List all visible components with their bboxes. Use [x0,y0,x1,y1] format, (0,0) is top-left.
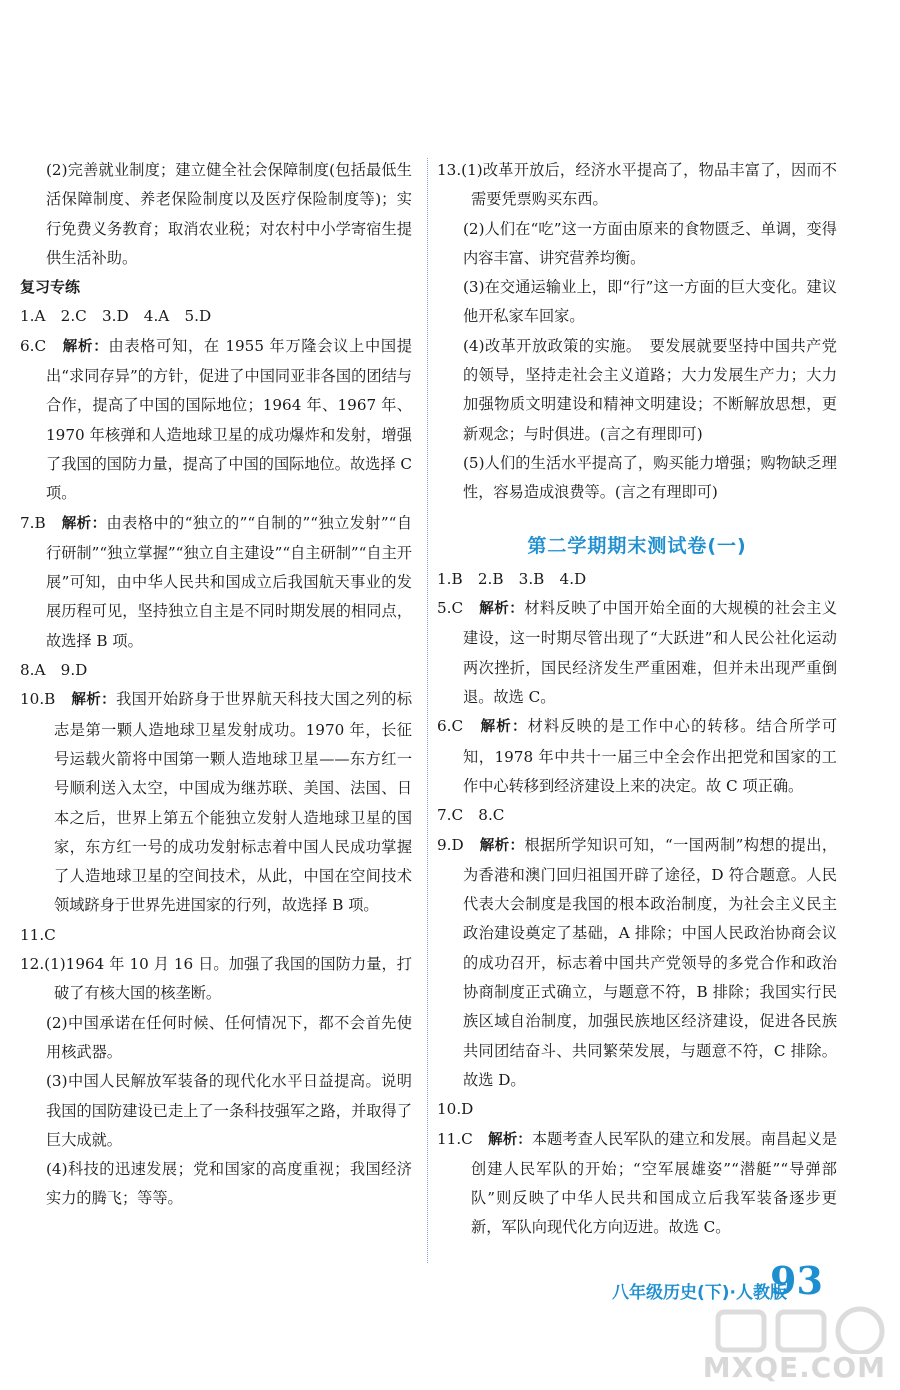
section-title: 复习专练 [20,278,81,297]
answer-row: 8.A 9.D [20,661,88,680]
q12-sub: (2)中国承诺在任何时候、任何情况下，都不会首先使用核武器。 [46,1013,412,1061]
answer-item-7: 7.B 解析：由表格中的“独立的”“自制的”“独立发射”“自行研制”“独立掌握”“独立自主建设”“自主研制”“自主开展”可知，由中华人民共和国成立后我国航天事业的发展历程可见，坚持独立自主是不同时期发展的相同点，故选择 B 项。 [20,513,413,650]
analysis-label: 解析： [71,692,117,709]
right-column [437,156,837,1243]
q-prev-answer: (2)完善就业制度；建立健全社会保障制度(包括最低生活保障制度、养老保险制度以及医疗保险制度等)；实行免费义务教育；取消农业税；对农村中小学寄宿生提供生活补助。 [46,161,412,267]
watermark-text: MXQE.COM [702,1351,886,1384]
q13-sub: (5)人们的生活水平提高了，购买能力增强；购物缺乏理性，容易造成浪费等。(言之有理即可) [463,453,837,502]
answer-item-6: 6.C 解析：材料反映的是工作中心的转移。结合所学可知，1978 年中共十一届三中全会作出把党和国家的工作中心转移到经济建设上来的决定。故 C 项正确。 [437,717,838,795]
analysis-label: 解析： [61,515,107,532]
q12-sub: (4)科技的迅速发展；党和国家的高度重视；我国经济实力的腾飞；等等。 [46,1160,412,1208]
q12-sub: (3)中国人民解放军装备的现代化水平日益提高。说明我国的国防建设已走上了一条科技强军之路，并取得了巨大成就。 [46,1072,412,1149]
analysis-label: 解析： [480,719,528,736]
answer-item-5: 5.C 解析：材料反映了中国开始全面的大规模的社会主义建设，这一时期尽管出现了“大跃进”和人民公社化运动两次挫折，国民经济发生严重困难，但并未出现严重倒退。故选 C。 [437,599,838,707]
analysis-label: 解析： [62,338,109,355]
answer-item-9: 9.D 解析：根据所学知识可知，“一国两制”构想的提出，为香港和澳门回归祖国开辟了途径，D 符合题意。人民代表大会制度是我国的根本政治制度，为社会主义民主政治建设奠定了基础，A 排除；中国人民政治协商会议的成功召开，标志着中国共产党领导的多党合作和政治协商制度正式确立，与题意不符，B 排除；我国实行民族区域自治制度，加强民族地区经济建设，促进各民族共同团结奋斗、共同繁荣发展，与题意不符，C 排除。故选 D。 [437,835,838,1089]
q13-sub: (2)人们在“吃”这一方面由原来的食物匮乏、单调，变得内容丰富、讲究营养均衡。 [463,219,837,267]
left-column [20,156,412,1214]
test-title: 第二学期期末测试卷(一) [527,534,747,557]
watermark [702,1300,898,1388]
watermark-logo-icon [714,1304,890,1354]
q13-sub: (4)改革开放政策的实施。 要发展就要坚持中国共产党的领导，坚持走社会主义道路；大力发展生产力；大力加强物质文明建设和精神文明建设；不断解放思想，更新观念；与时俱进。(言之有理即可) [463,336,837,443]
answer-item-11: 11.C [20,925,56,944]
q13-sub: (3)在交通运输业上，即“行”这一方面的巨大变化。建议他开私家车回家。 [463,278,837,326]
column-divider [427,158,428,1263]
answer-row: 1.A 2.C 3.D 4.A 5.D [20,307,212,326]
answer-row: 1.B 2.B 3.B 4.D [437,569,587,588]
analysis-label: 解析： [488,1131,532,1148]
answer-item-10: 10.D [437,1100,474,1119]
answer-item-13: 13.(1)改革开放后，经济水平提高了，物品丰富了，因而不需要凭票购买东西。 [437,161,837,209]
answer-item-10: 10.B 解析：我国开始跻身于世界航天科技大国之列的标志是第一颗人造地球卫星发射成功。1970 年，长征号运载火箭将中国第一颗人造地球卫星——东方红一号顺利送入太空，中国成为继苏联、美国、法国、日本之后，世界上第五个能独立发射人造地球卫星的国家，东方红一号的成功发射标志着中国人民成功掌握了人造地球卫星的空间技术，从此，中国在空间技术领域跻身于世界先进国家的行列，故选择 B 项。 [20,690,413,915]
answer-item-6: 6.C 解析：由表格可知，在 1955 年万隆会议上中国提出“求同存异”的方针，促进了中国同亚非各国的团结与合作，提高了中国的国际地位；1964 年、1967 年、1970 年核弹和人造地球卫星的成功爆炸和发射，增强了我国的国防力量，提高了中国的国际地位。故选择 C 项。 [20,336,413,503]
analysis-label: 解析： [479,601,525,618]
analysis-label: 解析： [479,837,525,854]
answer-row: 7.C 8.C [437,806,505,825]
page-number: 93 [770,1258,823,1303]
answer-item-12: 12.(1)1964 年 10 月 16 日。加强了我国的国防力量，打破了有核大国的核垄断。 [20,955,412,1003]
book-label: 八年级历史(下)·人教版 [612,1283,787,1303]
answer-item-11: 11.C 解析：本题考查人民军队的建立和发展。南昌起义是创建人民军队的开始；“空军展雄姿”“潜艇”“导弹部队”则反映了中华人民共和国成立后我军装备逐步更新，军队向现代化方向迈进。故选 C。 [437,1129,838,1237]
